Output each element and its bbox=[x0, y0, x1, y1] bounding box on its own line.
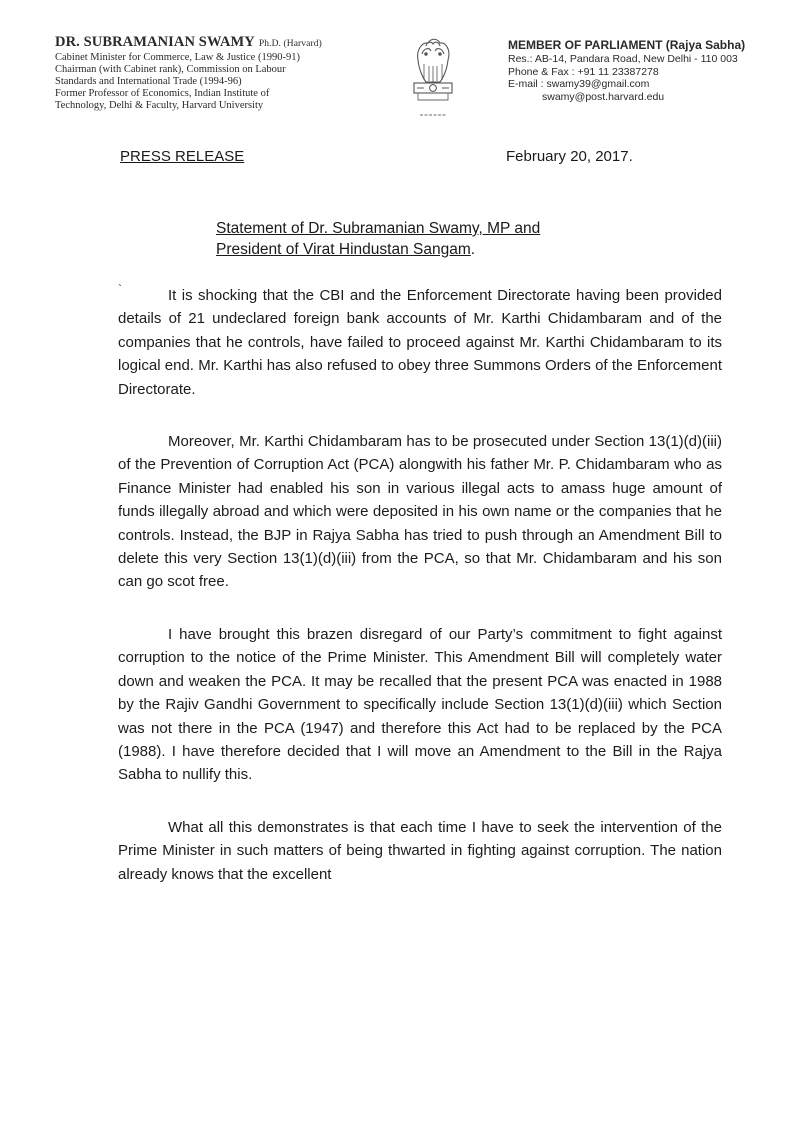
body-paragraph: I have brought this brazen disregard of our Party’s commitment to fight against corruption to the notice of the Prime Minister. This Amendment Bill will completely water down and weaken the PCA. It may be recalled that the present PCA was enacted in 1988 by the Rajiv Gandhi Government to specifically include Section 13(1)(d)(iii) which Section was not there in the PCA (1947) and therefore this Act had to be replaced by the PCA (1988). I have therefore decided that I will move an Amendment to the Bill in the Rajya Sabha to nullify this. bbox=[118, 625, 722, 784]
body-paragraph: It is shocking that the CBI and the Enforcement Directorate having been provided details of 21 undeclared foreign bank accounts of Mr. Karthi Chidambaram and of the companies that he controls, have failed to proceed against Mr. Karthi Chidambaram to its logical end. Mr. Karthi has also refused to obey three Summons Orders of the Enforcement Directorate. bbox=[118, 287, 722, 398]
residence-address: Res.: AB-14, Pandara Road, New Delhi - 110 003 bbox=[508, 53, 738, 65]
statement-title-period: . bbox=[470, 241, 476, 258]
press-release-label: PRESS RELEASE bbox=[120, 148, 245, 165]
statement-title-text-2: President of Virat Hindustan Sangam bbox=[216, 241, 471, 258]
letterhead-right bbox=[508, 38, 798, 103]
credential-line: Chairman (with Cabinet rank), Commission on Labour bbox=[55, 64, 286, 75]
email-primary: E-mail : swamy39@gmail.com bbox=[508, 78, 650, 90]
letterhead-left bbox=[55, 34, 385, 112]
body-paragraph: Moreover, Mr. Karthi Chidambaram has to be prosecuted under Section 13(1)(d)(iii) of the Prevention of Corruption Act (PCA) alongwith his father Mr. P. Chidambaram who as Finance Minister had enabled his son in various illegal acts to amass huge amount of funds illegally abroad and which were deposited in his own name or the companies that he controls. Instead, the BJP in Rajya Sabha has tried to push through an Amendment Bill to delete this very Section 13(1)(d)(iii) from the PCA, so that Mr. Chidambaram and his son can go scot free. bbox=[118, 433, 722, 591]
credential-line: Cabinet Minister for Commerce, Law & Justice (1990-91) bbox=[55, 52, 300, 63]
statement-title-line-2 bbox=[216, 239, 636, 260]
body-paragraph: What all this demonstrates is that each time I have to seek the intervention of the Prime Minister in such matters of being thwarted in fighting against corruption. The nation already knows that the excellent bbox=[118, 818, 722, 883]
office-title: MEMBER OF PARLIAMENT (Rajya Sabha) bbox=[508, 38, 746, 52]
sender-name-line bbox=[55, 34, 385, 52]
statement-title bbox=[216, 218, 636, 260]
credential-line: Technology, Delhi & Faculty, Harvard University bbox=[55, 100, 264, 111]
release-date: February 20, 2017. bbox=[506, 148, 633, 165]
statement-title-line-1 bbox=[216, 218, 636, 239]
release-body bbox=[118, 284, 722, 915]
national-emblem-icon bbox=[404, 30, 462, 130]
credential-line: Standards and International Trade (1994-96) bbox=[55, 76, 242, 87]
email-secondary: swamy@post.harvard.edu bbox=[542, 90, 665, 103]
phone-fax: Phone & Fax : +91 11 23387278 bbox=[508, 65, 659, 78]
sender-degree: Ph.D. (Harvard) bbox=[258, 39, 322, 49]
credential-line: Former Professor of Economics, Indian Institute of bbox=[55, 88, 270, 99]
stray-mark: ` bbox=[118, 282, 122, 296]
sender-name: DR. SUBRAMANIAN SWAMY bbox=[55, 34, 255, 50]
statement-title-text-1: Statement of Dr. Subramanian Swamy, MP and bbox=[216, 220, 541, 237]
